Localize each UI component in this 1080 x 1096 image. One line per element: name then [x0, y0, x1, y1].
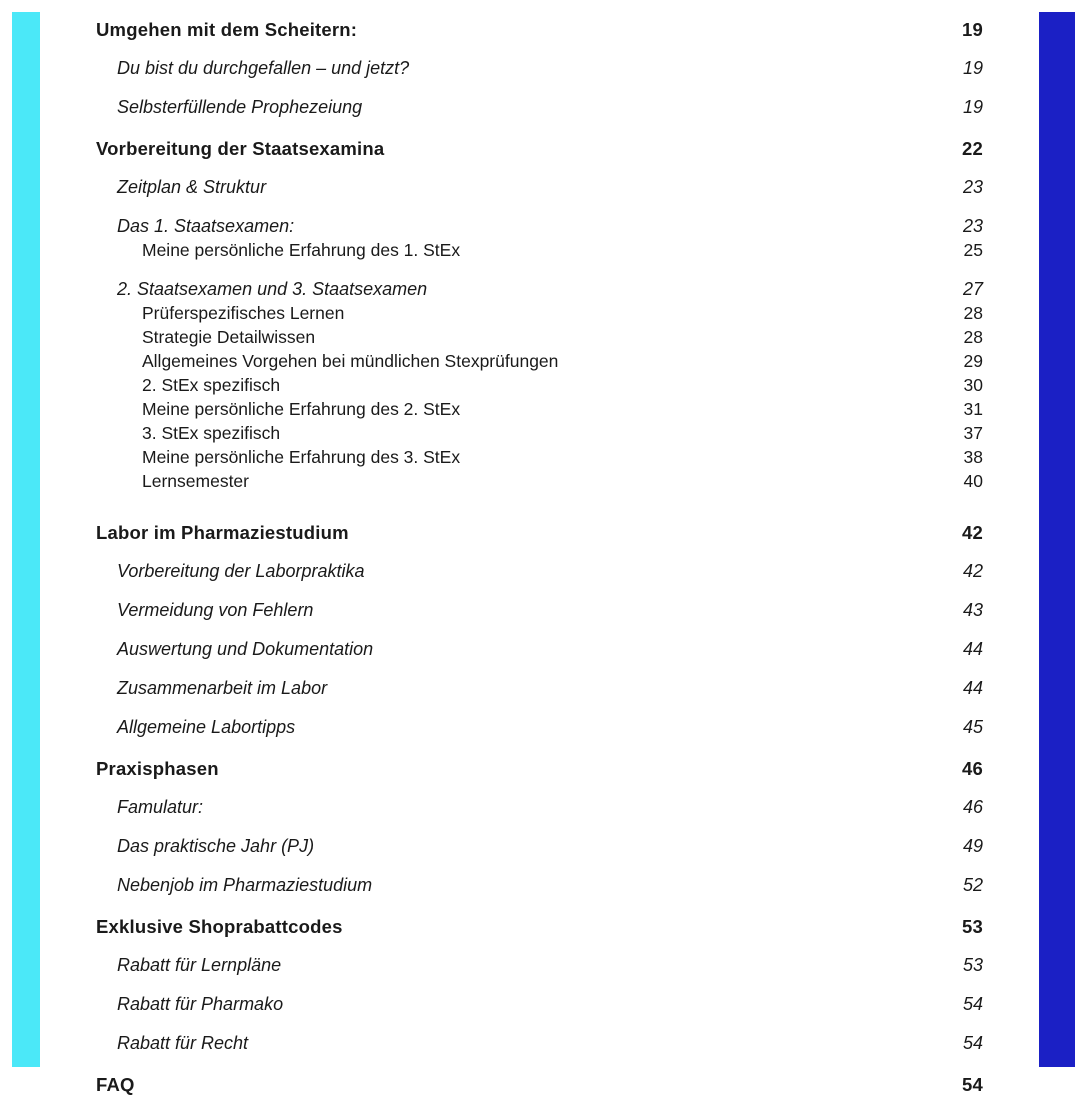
toc-entry-label: Prüferspezifisches Lernen — [142, 303, 345, 323]
toc-entry-label: Rabatt für Recht — [117, 1033, 249, 1053]
toc-entry-label: Meine persönliche Erfahrung des 3. StEx — [142, 447, 461, 467]
toc-entry[interactable] — [96, 278, 983, 301]
toc-entry[interactable] — [96, 993, 983, 1016]
toc-entry[interactable] — [96, 521, 983, 544]
toc-entry-page-number: 23 — [962, 216, 983, 236]
toc-entry-label: Du bist du durchgefallen – und jetzt? — [117, 58, 410, 78]
toc-entry-label: Meine persönliche Erfahrung des 1. StEx — [142, 240, 461, 260]
toc-entry[interactable] — [96, 470, 983, 493]
toc-entry-page-number: 40 — [963, 471, 983, 491]
toc-entry-page-number: 19 — [962, 58, 983, 78]
table-of-contents — [96, 18, 983, 1096]
toc-entry-label: 2. StEx spezifisch — [142, 375, 281, 395]
toc-entry-label: Allgemeine Labortipps — [117, 717, 296, 737]
toc-entry-page-number: 53 — [962, 916, 983, 937]
toc-entry[interactable] — [96, 874, 983, 897]
toc-entry-label: 2. Staatsexamen und 3. Staatsexamen — [117, 279, 428, 299]
toc-entry[interactable] — [96, 560, 983, 583]
toc-entry-page-number: 19 — [962, 97, 983, 117]
toc-entry-page-number: 19 — [962, 19, 983, 40]
toc-entry[interactable] — [96, 18, 983, 41]
toc-entry[interactable] — [96, 915, 983, 938]
toc-entry[interactable] — [96, 239, 983, 262]
toc-entry-label: Das praktische Jahr (PJ) — [117, 836, 315, 856]
toc-entry[interactable] — [96, 835, 983, 858]
toc-entry[interactable] — [96, 638, 983, 661]
toc-entry-page-number: 37 — [963, 423, 983, 443]
toc-entry-page-number: 44 — [962, 678, 983, 698]
toc-entry-page-number: 28 — [963, 303, 983, 323]
toc-entry[interactable] — [96, 96, 983, 119]
toc-entry-label: 3. StEx spezifisch — [142, 423, 281, 443]
toc-entry-page-number: 42 — [962, 522, 983, 543]
toc-entry[interactable] — [96, 954, 983, 977]
toc-entry[interactable] — [96, 796, 983, 819]
toc-entry-page-number: 22 — [962, 138, 983, 159]
toc-entry-label: Labor im Pharmaziestudium — [96, 522, 349, 543]
toc-entry[interactable] — [96, 302, 983, 325]
toc-entry-page-number: 23 — [962, 177, 983, 197]
toc-entry[interactable] — [96, 677, 983, 700]
toc-entry-label: Exklusive Shoprabattcodes — [96, 916, 343, 937]
toc-entry-label: Selbsterfüllende Prophezeiung — [117, 97, 363, 117]
toc-entry-page-number: 25 — [963, 240, 983, 260]
toc-entry-label: Lernsemester — [142, 471, 249, 491]
toc-entry-label: Rabatt für Pharmako — [117, 994, 284, 1014]
toc-entry-label: Umgehen mit dem Scheitern: — [96, 19, 358, 40]
toc-entry-page-number: 44 — [962, 639, 983, 659]
toc-entry-label: FAQ — [96, 1074, 135, 1095]
toc-entry-page-number: 27 — [962, 279, 983, 299]
toc-entry[interactable] — [96, 1073, 983, 1096]
toc-entry-label: Vorbereitung der Staatsexamina — [96, 138, 385, 159]
toc-entry-label: Vermeidung von Fehlern — [117, 600, 314, 620]
toc-entry-page-number: 42 — [962, 561, 983, 581]
toc-entry-page-number: 38 — [963, 447, 983, 467]
toc-entry-page-number: 54 — [962, 1033, 983, 1053]
toc-entry[interactable] — [96, 446, 983, 469]
toc-entry-page-number: 46 — [962, 797, 983, 817]
toc-entry-page-number: 29 — [963, 351, 983, 371]
toc-entry-page-number: 49 — [962, 836, 983, 856]
toc-entry[interactable] — [96, 57, 983, 80]
toc-entry-label: Zeitplan & Struktur — [117, 177, 267, 197]
toc-entry-page-number: 43 — [962, 600, 983, 620]
toc-entry-label: Vorbereitung der Laborpraktika — [117, 561, 365, 581]
toc-entry[interactable] — [96, 374, 983, 397]
toc-entry-page-number: 28 — [963, 327, 983, 347]
toc-entry[interactable] — [96, 757, 983, 780]
toc-entry-label: Zusammenarbeit im Labor — [117, 678, 328, 698]
toc-entry[interactable] — [96, 398, 983, 421]
toc-entry-label: Auswertung und Dokumentation — [117, 639, 374, 659]
toc-entry-page-number: 45 — [962, 717, 983, 737]
toc-entry-label: Das 1. Staatsexamen: — [117, 216, 295, 236]
toc-entry-label: Rabatt für Lernpläne — [117, 955, 282, 975]
toc-entry-page-number: 54 — [962, 1074, 983, 1095]
toc-entry-page-number: 53 — [962, 955, 983, 975]
right-accent-bar — [1039, 12, 1075, 1067]
toc-entry-label: Allgemeines Vorgehen bei mündlichen Stexprüfungen — [142, 351, 559, 371]
left-accent-bar — [12, 12, 40, 1067]
toc-entry-label: Strategie Detailwissen — [142, 327, 316, 347]
toc-entry-label: Meine persönliche Erfahrung des 2. StEx — [142, 399, 461, 419]
toc-entry-label: Famulatur: — [117, 797, 204, 817]
toc-entry[interactable] — [96, 215, 983, 238]
toc-entry[interactable] — [96, 716, 983, 739]
toc-entry-label: Nebenjob im Pharmaziestudium — [117, 875, 373, 895]
toc-entry[interactable] — [96, 599, 983, 622]
toc-entry-page-number: 54 — [962, 994, 983, 1014]
toc-entry-page-number: 30 — [963, 375, 983, 395]
toc-entry-label: Praxisphasen — [96, 758, 219, 779]
toc-entry[interactable] — [96, 176, 983, 199]
toc-entry[interactable] — [96, 350, 983, 373]
toc-entry[interactable] — [96, 1032, 983, 1055]
toc-entry-page-number: 46 — [962, 758, 983, 779]
toc-entry[interactable] — [96, 137, 983, 160]
toc-entry-page-number: 52 — [962, 875, 983, 895]
toc-entry[interactable] — [96, 326, 983, 349]
toc-entry[interactable] — [96, 422, 983, 445]
toc-entry-page-number: 31 — [963, 399, 983, 419]
